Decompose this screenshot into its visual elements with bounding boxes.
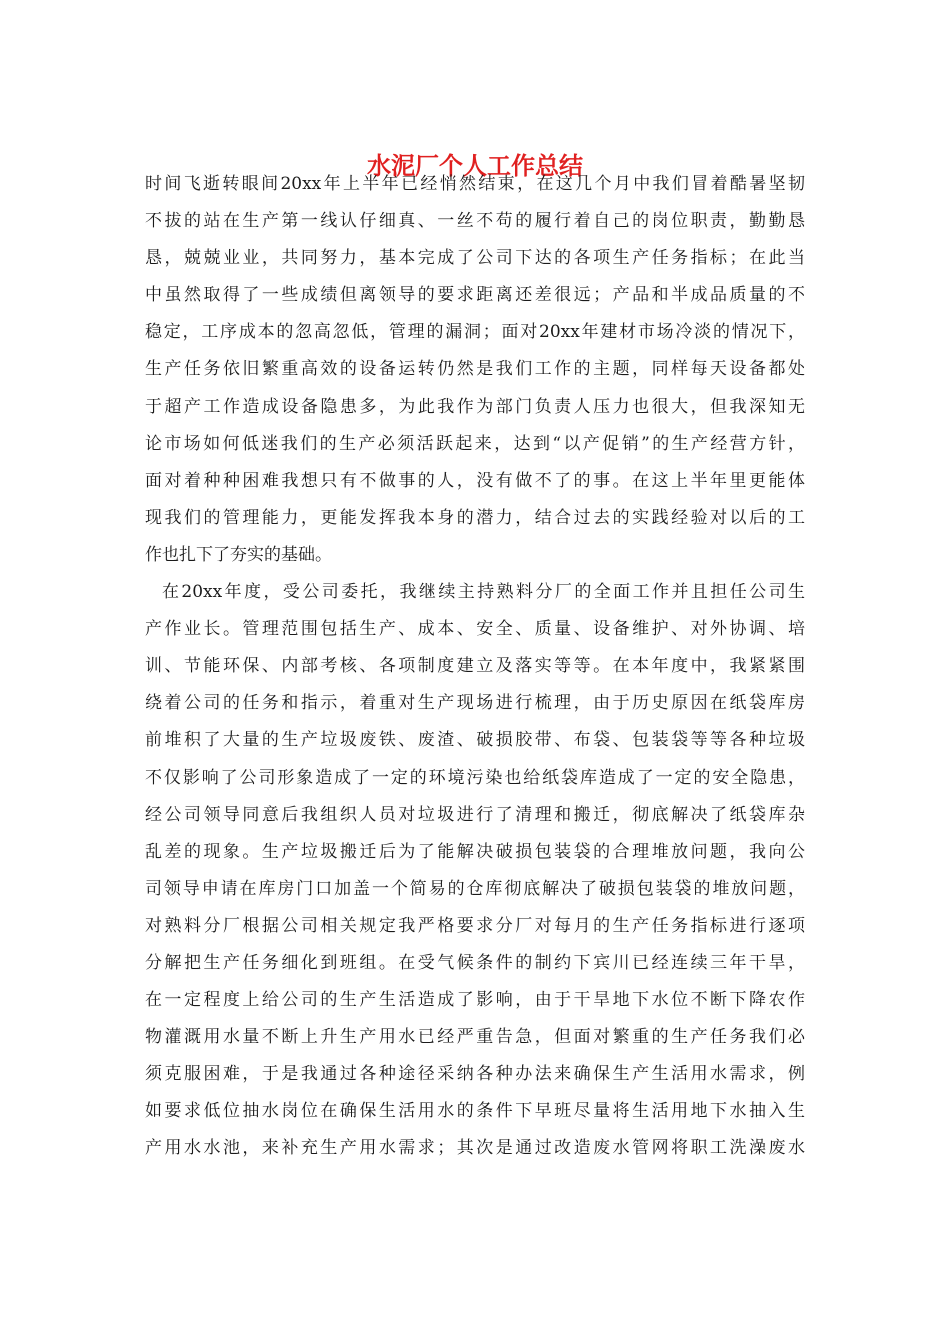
text-line: 作也扎下了夯实的基础。 <box>145 544 332 565</box>
text-line: 现我们的管理能力，更能发挥我本身的潜力，结合过去的实践经验对以后的工 <box>145 507 805 528</box>
text-line: 恳，兢兢业业，共同努力，基本完成了公司下达的各项生产任务指标；在此当 <box>145 248 805 269</box>
text-line: 在一定程度上给公司的生产生活造成了影响，由于干旱地下水位不断下降农作 <box>145 990 805 1011</box>
text-line: 如要求低位抽水岗位在确保生活用水的条件下早班尽量将生活用地下水抽入生 <box>145 1101 805 1122</box>
text-line: 产作业长。管理范围包括生产、成本、安全、质量、设备维护、对外协调、培 <box>145 619 805 640</box>
text-line: 绕着公司的任务和指示，着重对生产现场进行梳理，由于历史原因在纸袋库房 <box>145 693 805 714</box>
text-line: 不仅影响了公司形象造成了一定的环境污染也给纸袋库造成了一定的安全隐患， <box>145 767 805 788</box>
text-line: 不拔的站在生产第一线认仔细真、一丝不苟的履行着自己的岗位职责，勤勤恳 <box>145 211 805 232</box>
text-line: 面对着种种困难我想只有不做事的人，没有做不了的事。在这上半年里更能体 <box>145 470 805 491</box>
text-line: 产用水水池，来补充生产用水需求；其次是通过改造废水管网将职工洗澡废水 <box>145 1138 805 1159</box>
text-line: 训、节能环保、内部考核、各项制度建立及落实等等。在本年度中，我紧紧围 <box>145 656 805 677</box>
text-line: 在20xx年度，受公司委托，我继续主持熟料分厂的全面工作并且担任公司生 <box>162 582 805 603</box>
text-line: 分解把生产任务细化到班组。在受气候条件的制约下宾川已经连续三年干旱， <box>145 952 805 973</box>
text-line: 中虽然取得了一些成绩但离领导的要求距离还差很远；产品和半成品质量的不 <box>145 285 805 306</box>
text-line: 稳定，工序成本的忽高忽低，管理的漏洞；面对20xx年建材市场冷淡的情况下， <box>145 322 805 343</box>
text-line: 论市场如何低迷我们的生产必须活跃起来，达到“以产促销”的生产经营方针， <box>145 433 805 454</box>
text-line: 前堆积了大量的生产垃圾废铁、废渣、破损胶带、布袋、包装袋等等各种垃圾 <box>145 730 805 751</box>
text-line: 时间飞逝转眼间20xx年上半年已经悄然结束，在这几个月中我们冒着酷暑坚韧 <box>145 174 805 194</box>
text-line: 生产任务依旧繁重高效的设备运转仍然是我们工作的主题，同样每天设备都处 <box>145 359 805 380</box>
text-line: 对熟料分厂根据公司相关规定我严格要求分厂对每月的生产任务指标进行逐项 <box>145 915 805 936</box>
document-title: 水泥厂个人工作总结 <box>367 151 583 180</box>
text-line: 司领导申请在库房门口加盖一个简易的仓库彻底解决了破损包装袋的堆放问题， <box>145 878 805 899</box>
text-line: 物灌溉用水量不断上升生产用水已经严重告急，但面对繁重的生产任务我们必 <box>145 1027 805 1048</box>
text-line: 于超产工作造成设备隐患多，为此我作为部门负责人压力也很大，但我深知无 <box>145 396 805 417</box>
text-line: 经公司领导同意后我组织人员对垃圾进行了清理和搬迁，彻底解决了纸袋库杂 <box>145 804 805 825</box>
text-line: 须克服困难，于是我通过各种途径采纳各种办法来确保生产生活用水需求，例 <box>145 1064 805 1085</box>
document-body <box>145 166 805 1168</box>
text-line: 乱差的现象。生产垃圾搬迁后为了能解决破损包装袋的合理堆放问题，我向公 <box>145 841 805 862</box>
